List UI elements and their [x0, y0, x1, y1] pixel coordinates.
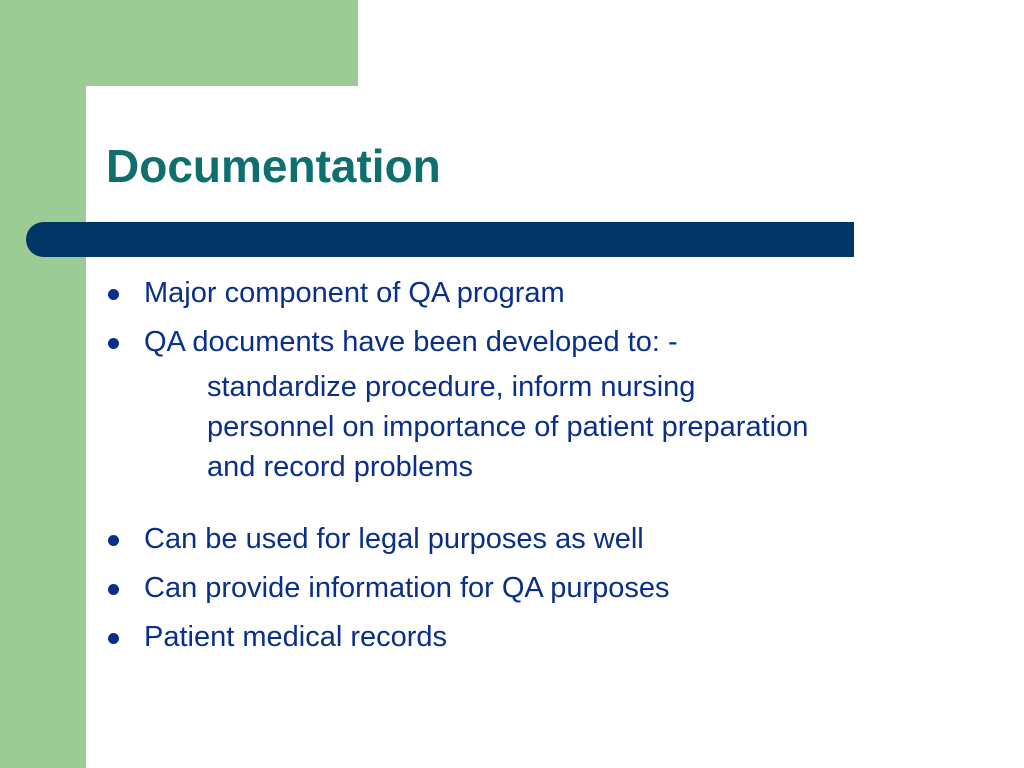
- bullet-dot-icon: [108, 535, 119, 546]
- bullet-text: Patient medical records: [144, 621, 448, 653]
- bullet-item: [104, 569, 904, 607]
- bullet-dot-icon: [108, 338, 119, 349]
- bullet-list: [104, 274, 904, 667]
- left-accent-bar: [0, 0, 86, 768]
- bullet-item: [104, 323, 904, 361]
- bullet-text: Can be used for legal purposes as well: [144, 523, 644, 555]
- bullet-text: Can provide information for QA purposes: [144, 572, 670, 604]
- bullet-dot-icon: [108, 633, 119, 644]
- bullet-text: QA documents have been developed to: -: [144, 326, 678, 358]
- content-corner: [86, 86, 146, 146]
- bullet-item: [104, 520, 904, 558]
- title-divider-bar: [26, 222, 854, 257]
- bullet-item: [104, 618, 904, 656]
- bullet-item: [104, 274, 904, 312]
- bullet-dot-icon: [108, 289, 119, 300]
- bullet-dot-icon: [108, 584, 119, 595]
- sub-bullet-text: standardize procedure, inform nursing personnel on importance of patient preparation and record problems: [207, 371, 809, 483]
- slide-title: Documentation: [106, 140, 441, 192]
- bullet-text: Major component of QA program: [144, 277, 565, 309]
- top-accent-block: [0, 0, 358, 86]
